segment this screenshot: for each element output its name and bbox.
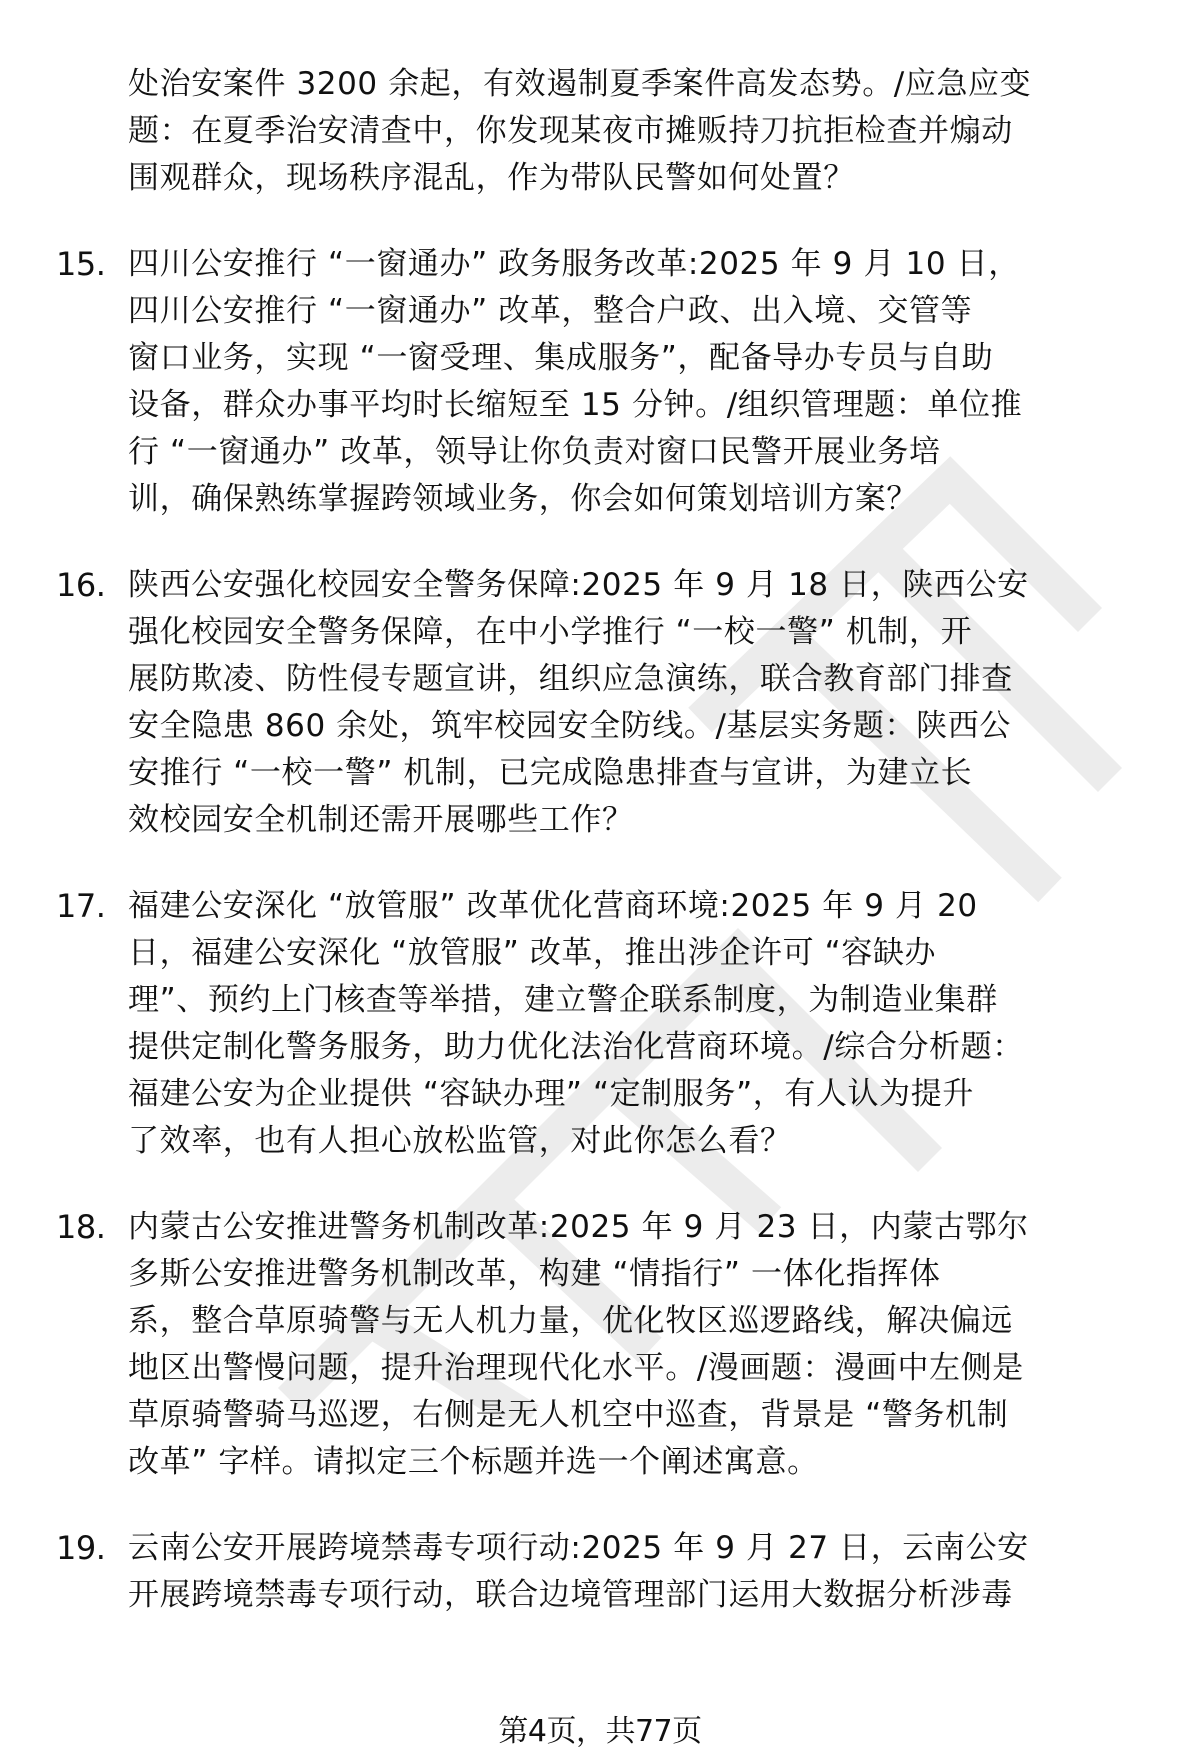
text-line: 训，确保熟练掌握跨领域业务，你会如何策划培训方案？ xyxy=(128,481,918,517)
text-line: 多斯公安推进警务机制改革，构建 “情指行” 一体化指挥体 xyxy=(128,1256,941,1292)
text-line: 草原骑警骑马巡逻，右侧是无人机空中巡查，背景是 “警务机制 xyxy=(128,1397,1009,1433)
text-line: 四川公安推行 “一窗通办” 政务服务改革:2025 年 9 月 10 日， xyxy=(128,246,1020,282)
text-line: 陕西公安强化校园安全警务保障:2025 年 9 月 18 日，陕西公安 xyxy=(128,567,1029,603)
text-line: 围观群众，现场秩序混乱，作为带队民警如何处置？ xyxy=(128,160,855,196)
text-line: 窗口业务，实现 “一窗受理、集成服务”，配备导办专员与自助 xyxy=(128,340,994,376)
text-line: 四川公安推行 “一窗通办” 改革，整合户政、出入境、交管等 xyxy=(128,293,973,329)
text-line: 了效率，也有人担心放松监管，对此你怎么看？ xyxy=(128,1123,792,1159)
paragraph-lines xyxy=(128,562,1158,844)
text-line: 题：在夏季治安清查中，你发现某夜市摊贩持刀抗拒检查并煽动 xyxy=(128,113,1013,149)
text-line: 日，福建公安深化 “放管服” 改革，推出涉企许可 “容缺办 xyxy=(128,935,937,971)
paragraph-lines xyxy=(128,241,1158,523)
text-line: 处治安案件 3200 余起，有效遏制夏季案件高发态势。/应急应变 xyxy=(128,66,1032,102)
text-line: 内蒙古公安推进警务机制改革:2025 年 9 月 23 日，内蒙古鄂尔 xyxy=(128,1209,1029,1245)
page-indicator: 第4页，共77页 xyxy=(498,1714,702,1749)
paragraph-lines xyxy=(128,1525,1158,1619)
paragraph-lines xyxy=(128,61,1158,202)
text-line: 理”、预约上门核查等举措，建立警企联系制度，为制造业集群 xyxy=(128,982,998,1018)
text-line: 设备，群众办事平均时长缩短至 15 分钟。/组织管理题：单位推 xyxy=(128,387,1023,423)
text-line: 福建公安为企业提供 “容缺办理” “定制服务”，有人认为提升 xyxy=(128,1076,974,1112)
text-line: 开展跨境禁毒专项行动，联合边境管理部门运用大数据分析涉毒 xyxy=(128,1577,1013,1613)
text-line: 提供定制化警务服务，助力优化法治化营商环境。/综合分析题： xyxy=(128,1029,1024,1065)
text-line: 地区出警慢问题，提升治理现代化水平。/漫画题：漫画中左侧是 xyxy=(128,1350,1024,1386)
text-line: 行 “一窗通办” 改革，领导让你负责对窗口民警开展业务培 xyxy=(128,434,941,470)
item-number: 19. xyxy=(56,1529,106,1567)
text-line: 展防欺凌、防性侵专题宣讲，组织应急演练，联合教育部门排查 xyxy=(128,661,1013,697)
item-number: 17. xyxy=(56,887,106,925)
paragraph-lines xyxy=(128,883,1158,1165)
item-number: 15. xyxy=(56,245,106,283)
text-line: 系，整合草原骑警与无人机力量，优化牧区巡逻路线，解决偏远 xyxy=(128,1303,1013,1339)
text-line: 改革” 字样。请拟定三个标题并选一个阐述寓意。 xyxy=(128,1444,819,1480)
page-footer xyxy=(0,1712,1200,1752)
text-line: 强化校园安全警务保障，在中小学推行 “一校一警” 机制，开 xyxy=(128,614,973,650)
text-line: 安推行 “一校一警” 机制，已完成隐患排查与宣讲，为建立长 xyxy=(128,755,973,791)
text-line: 云南公安开展跨境禁毒专项行动:2025 年 9 月 27 日，云南公安 xyxy=(128,1530,1029,1566)
text-line: 效校园安全机制还需开展哪些工作？ xyxy=(128,802,634,838)
text-line: 福建公安深化 “放管服” 改革优化营商环境:2025 年 9 月 20 xyxy=(128,888,978,924)
item-number: 18. xyxy=(56,1208,106,1246)
text-line: 安全隐患 860 余处，筑牢校园安全防线。/基层实务题：陕西公 xyxy=(128,708,1011,744)
item-number: 16. xyxy=(56,566,106,604)
paragraph-lines xyxy=(128,1204,1158,1486)
